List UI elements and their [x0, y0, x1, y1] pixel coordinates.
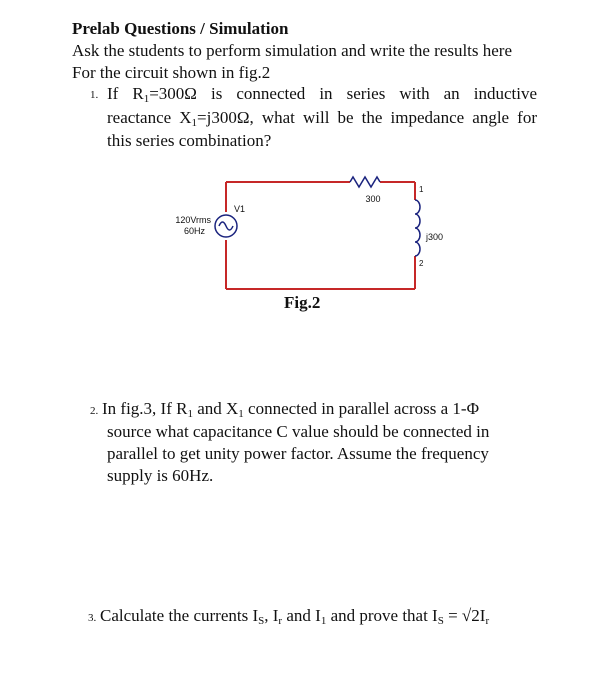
resistor-label: 300: [365, 194, 381, 204]
source-frequency-label: 60Hz: [183, 226, 205, 236]
q2-line-2: source what capacitance C value should be connected in: [107, 422, 490, 441]
q2-line-4: supply is 60Hz.: [107, 466, 214, 485]
q3-number: 3.: [88, 612, 97, 624]
inductor-symbol: [415, 200, 420, 256]
q1-number: 1.: [90, 89, 99, 101]
node-1-label: 1: [419, 185, 424, 194]
q1-line-2: reactance $X_1=j300\Omega$, what will be the impedance angle for: [107, 108, 538, 129]
q2-line-3: parallel to get unity power factor. Assume the frequency: [107, 444, 489, 463]
figure-caption: Fig.2: [284, 293, 321, 312]
node-2-label: 2: [419, 259, 424, 268]
intro-line-2: For the circuit shown in fig.2: [72, 63, 271, 82]
q1-line-3: this series combination?: [107, 131, 272, 150]
q3-line-1: Calculate the currents $I_S$, $I_r$ and $I_1$ and prove that $I_S = √2I_r$: [100, 606, 490, 627]
q2-line-1: In fig.3, If $R_1$ and $X_1$ connected in parallel across a 1-Φ: [102, 399, 480, 420]
inductor-label: j300: [426, 232, 444, 242]
q1-line-1: If $R_1=300\Omega$ is connected in series with an inductive: [107, 84, 537, 105]
source-name-label: V1: [234, 204, 246, 214]
page-title: Prelab Questions / Simulation: [72, 19, 289, 38]
resistor-symbol: [350, 177, 380, 187]
q2-number: 2.: [90, 405, 99, 417]
intro-line-1: Ask the students to perform simulation and write the results here: [72, 41, 513, 60]
source-voltage-label: 120Vrms: [175, 215, 211, 225]
